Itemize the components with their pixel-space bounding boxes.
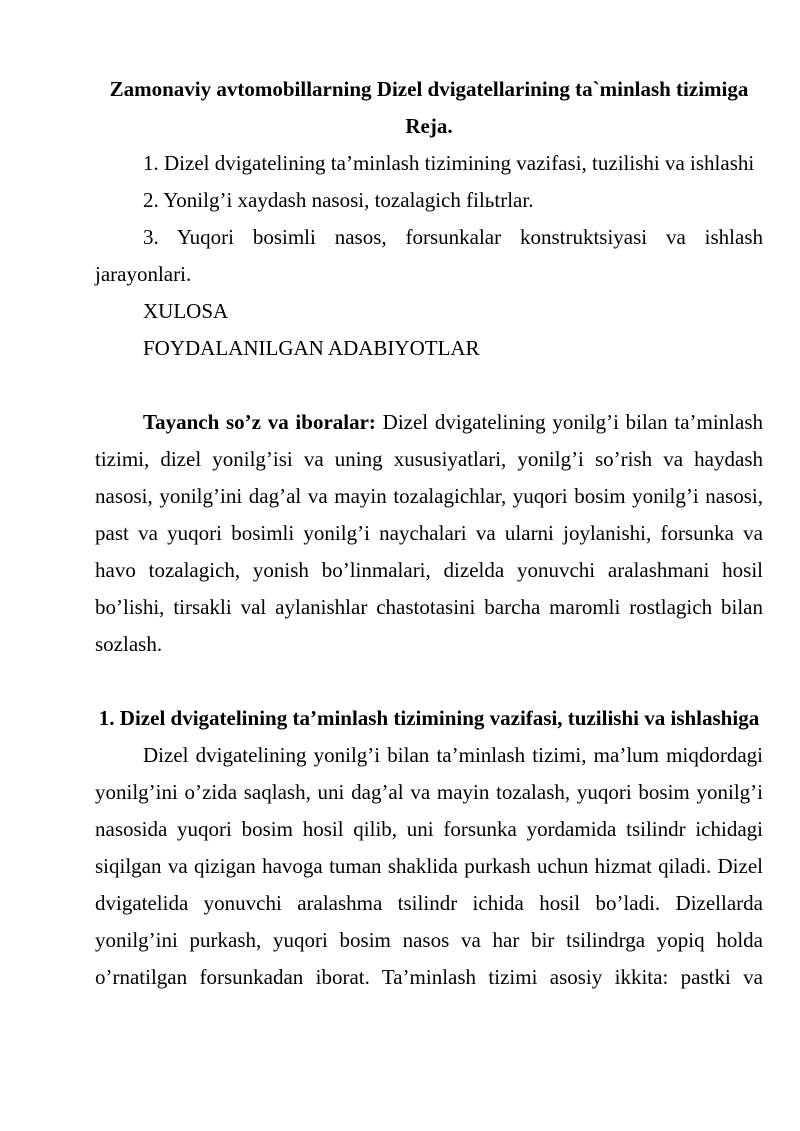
document-title: Zamonaviy avtomobillarning Dizel dvigatellarining ta`minlash tizimiga [109, 77, 749, 101]
spacer [95, 367, 763, 404]
plan-item-3: 3. Yuqori bosimli nasos, forsunkalar konstruktsiyasi va ishlash jarayonlari. [95, 225, 763, 286]
keywords-label: Tayanch so’z va iboralar: [143, 410, 376, 434]
section-paragraph: Dizel dvigatelining yonilg’i bilan ta’minlash tizimi, ma’lum miqdordagi yonilg’ini o’zida saqlash, uni dag’al va mayin tozalash, yuqori bosim yonilg’i nasosida yuqori bosim hosil qilib, uni forsunka yordamida tsilindr ichidagi siqilgan va qizigan havoga tuman shaklida purkash uchun hizmat qiladi. Dizel dvigatelida yonuvchi aralashma tsilindr ichida hosil bo’ladi. Dizellarda yonilg’ini purkash, yuqori bosim nasos va har bir tsilindrga yopiq holda o’rnatilgan forsunkadan iborat. Ta’minlash tizimi asosiy ikkita: pastki va [95, 743, 763, 989]
keywords-paragraph [95, 404, 763, 663]
keywords-text: Dizel dvigatelining yonilg’i bilan ta’minlash tizimi, dizel yonilg’isi va uning xususiyatlari, yonilg’i so’rish va haydash nasosi, yonilg’ini dag’al va mayin tozalagichlar, yuqori bosim yonilg’i nasosi, past va yuqori bosimli yonilg’i naychalari va ularni joylanishi, forsunka va havo tozalagich, yonish bo’linmalari, dizelda yonuvchi aralashmani hosil bo’lishi, tirsakli val aylanishlar chastotasini barcha maromli rostlagich bilan sozlash. [95, 410, 763, 656]
section-heading: 1. Dizel dvigatelining ta’minlash tizimining vazifasi, tuzilishi va ishlashiga [98, 706, 760, 730]
outline-item-adabiyotlar: FOYDALANILGAN ADABIYOTLAR [143, 336, 480, 360]
outline-item-xulosa: XULOSA [143, 299, 229, 323]
plan-heading: Reja. [405, 114, 453, 138]
plan-item-2: 2. Yonilg’i xaydash nasosi, tozalagich filьtrlar. [143, 188, 534, 212]
plan-item-1: 1. Dizel dvigatelining ta’minlash tizimining vazifasi, tuzilishi va ishlashi [143, 151, 755, 175]
spacer [95, 663, 763, 700]
